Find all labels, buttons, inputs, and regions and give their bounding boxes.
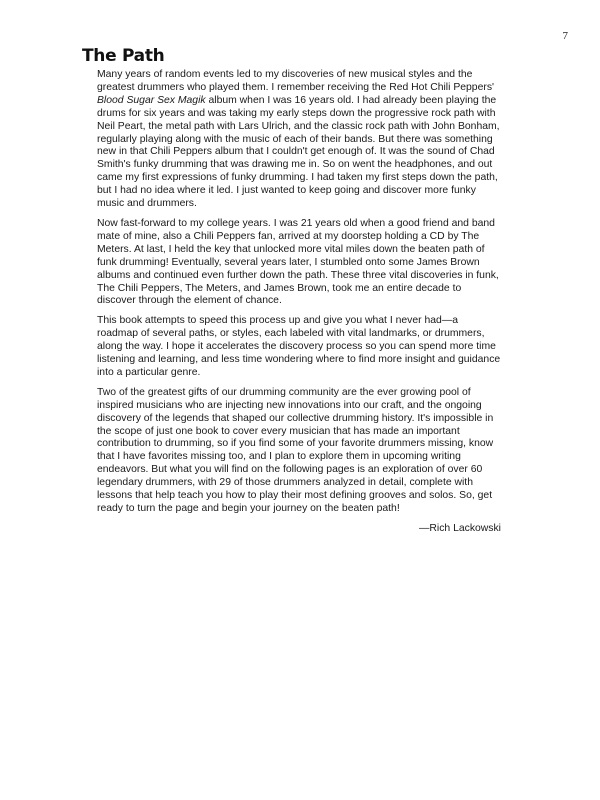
page-title: The Path (82, 46, 165, 66)
paragraph-3: This book attempts to speed this process up and give you what I never had—a roadmap of several paths, or styles, each labeled with vital landmarks, or drummers, along the way. I hope it accelerates the discovery process so you can spend more time listening and learning, and less time wondering where to find more insight and guidance into a particular genre. (97, 315, 501, 378)
paragraph-1-start: Many years of random events led to my discoveries of new musical styles and the greatest drummers who played them. I remember receiving the Red Hot Chili Peppers' (97, 69, 495, 93)
paragraph-1 (97, 69, 501, 211)
paragraph-1-end: album when I was 16 years old. I had already been playing the drums for six years and was taking my early steps down the progressive rock path with Neil Peart, the metal path with Lars Ulrich, and the classic rock path with John Bonham, regularly playing along with the music of each of their bands. But there was something new in that Chili Peppers album that I couldn't get enough of. It was the sound of Chad Smith's funky drumming that was drawing me in. So on went the headphones, and out came my first expressions of funky drumming. I had taken my first steps down the path, but I had no idea where it led. I just wanted to keep going and discover more funky music and drummers. (97, 94, 500, 210)
page-number: 7 (562, 30, 568, 42)
album-title: Blood Sugar Sex Magik (97, 94, 206, 106)
paragraph-4: Two of the greatest gifts of our drumming community are the ever growing pool of inspired musicians who are injecting new innovations into our craft, and the ongoing discovery of the legends that shaped our collective drumming history. It's impossible in the scope of just one book to cover every musician that has made an important contribution to drumming, so if you find some of your favorite drummers missing, know that I have favorites missing too, and I plan to explore them in upcoming writing endeavors. But what you will find on the following pages is an exploration of over 60 legendary drummers, with 29 of those drummers analyzed in detail, complete with lessons that help teach you how to play their most defining grooves and solos. So, get ready to turn the page and begin your journey on the beaten path! (97, 386, 494, 514)
author-signature: —Rich Lackowski (419, 522, 501, 534)
paragraph-2: Now fast-forward to my college years. I was 21 years old when a good friend and band mate of mine, also a Chili Peppers fan, arrived at my doorstep holding a CD by The Meters. At last, I held the key that unlocked more vital miles down the beaten path of funk drumming! Eventually, several years later, I stumbled onto some James Brown albums and continued even further down the path. These three vital discoveries in funk, The Chili Peppers, The Meters, and James Brown, took me an entire decade to discover through the element of chance. (97, 217, 499, 307)
body-text (97, 69, 501, 543)
